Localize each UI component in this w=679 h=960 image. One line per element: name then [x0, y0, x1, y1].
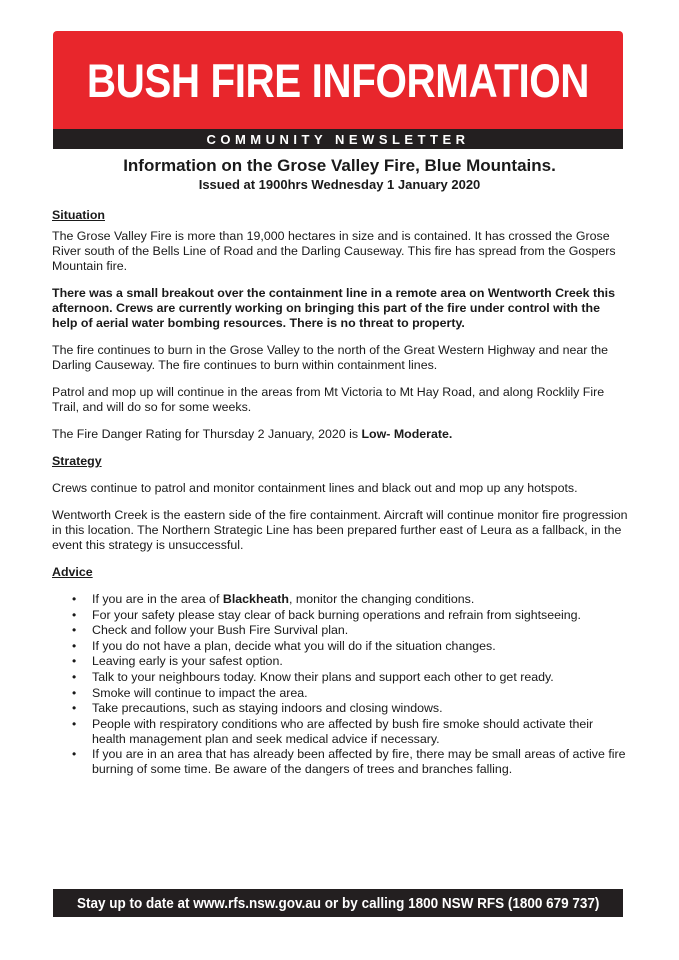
bullet-icon: • [72, 623, 77, 638]
list-item-text: If you do not have a plan, decide what you will do if the situation changes. [92, 638, 496, 653]
bullet-icon: • [72, 592, 77, 606]
strategy-heading: Strategy [52, 454, 102, 468]
bullet-icon: • [72, 638, 77, 653]
newsletter-label: COMMUNITY NEWSLETTER [206, 131, 470, 147]
fire-danger-rating [52, 427, 628, 442]
bullet-icon: • [72, 685, 77, 700]
bullet-icon: • [72, 716, 77, 731]
list-item [52, 686, 628, 701]
list-item-text: , monitor the changing conditions. [289, 592, 475, 606]
bullet-icon: • [72, 701, 77, 716]
list-item [52, 608, 628, 623]
list-item [52, 701, 628, 716]
situation-paragraph: The Grose Valley Fire is more than 19,000 hectares in size and is contained. It has crossed the Grose River south of the Bells Line of Road and the Darling Causeway. This fire has spread from the Gospers Mountain fire. [52, 229, 616, 273]
list-item-text: Smoke will continue to impact the area. [92, 685, 308, 700]
list-item [52, 654, 628, 669]
footer-contact: Stay up to date at www.rfs.nsw.gov.au or by calling 1800 NSW RFS (1800 679 737) [76, 894, 600, 912]
list-item [52, 747, 628, 777]
strategy-section [52, 454, 628, 553]
strategy-paragraph: Crews continue to patrol and monitor containment lines and black out and mop up any hotspots. [52, 481, 578, 495]
header-banner [53, 31, 623, 129]
list-item [52, 639, 628, 654]
document-body [52, 208, 628, 778]
list-item-text: Take precautions, such as staying indoors and closing windows. [92, 701, 443, 716]
list-item-text: Talk to your neighbours today. Know their plans and support each other to get ready. [92, 669, 554, 684]
list-item [52, 670, 628, 685]
list-item-text: If you are in an area that has already been affected by fire, there may be small areas of active fire burning of some time. Be aware of the dangers of trees and branches falling. [92, 747, 626, 777]
list-item-text: Check and follow your Bush Fire Survival plan. [92, 623, 349, 638]
situation-heading: Situation [52, 208, 105, 222]
advice-section [52, 565, 628, 777]
bullet-icon: • [72, 747, 77, 762]
issued-date: Issued at 1900hrs Wednesday 1 January 2020 [198, 177, 481, 192]
location-name: Blackheath [222, 592, 289, 606]
list-item-text: If you are in the area of [92, 592, 223, 606]
rating-value: Low- Moderate. [361, 427, 453, 441]
bullet-icon: • [72, 669, 77, 684]
situation-paragraph: Patrol and mop up will continue in the areas from Mt Victoria to Mt Hay Road, and along Rocklily Fire Trail, and will do so for some weeks. [52, 385, 605, 414]
advice-heading: Advice [52, 565, 93, 579]
list-item [52, 592, 628, 607]
list-item [52, 717, 628, 747]
bullet-icon: • [72, 654, 77, 669]
situation-section [52, 208, 628, 442]
footer-bar [53, 889, 623, 917]
bullet-icon: • [72, 607, 77, 622]
strategy-paragraph: Wentworth Creek is the eastern side of the fire containment. Aircraft will continue monitor fire progression in this location. The Northern Strategic Line has been prepared further east of Leura as a fallback, in the event this strategy is unsuccessful. [52, 508, 628, 552]
breakout-paragraph: There was a small breakout over the containment line in a remote area on Wentworth Creek this afternoon. Crews are currently working on bringing this part of the fire under control with the help of aerial water bombing resources. There is no threat to property. [52, 286, 616, 330]
rating-prefix: The Fire Danger Rating for Thursday 2 January, 2020 is [52, 427, 362, 441]
newsletter-bar [53, 129, 623, 149]
situation-paragraph: The fire continues to burn in the Grose Valley to the north of the Great Western Highway and near the Darling Causeway. The fire continues to burn within containment lines. [52, 343, 609, 372]
list-item-text: Leaving early is your safest option. [92, 654, 283, 669]
page-title: Information on the Grose Valley Fire, Blue Mountains. [123, 156, 556, 175]
list-item-text: People with respiratory conditions who are affected by bush fire smoke should activate their health management plan and seek medical advice if necessary. [92, 716, 594, 746]
list-item [52, 623, 628, 638]
banner-title: BUSH FIRE INFORMATION [86, 53, 590, 107]
advice-list [52, 592, 628, 777]
list-item-text: For your safety please stay clear of back burning operations and refrain from sightseeing. [92, 607, 582, 622]
